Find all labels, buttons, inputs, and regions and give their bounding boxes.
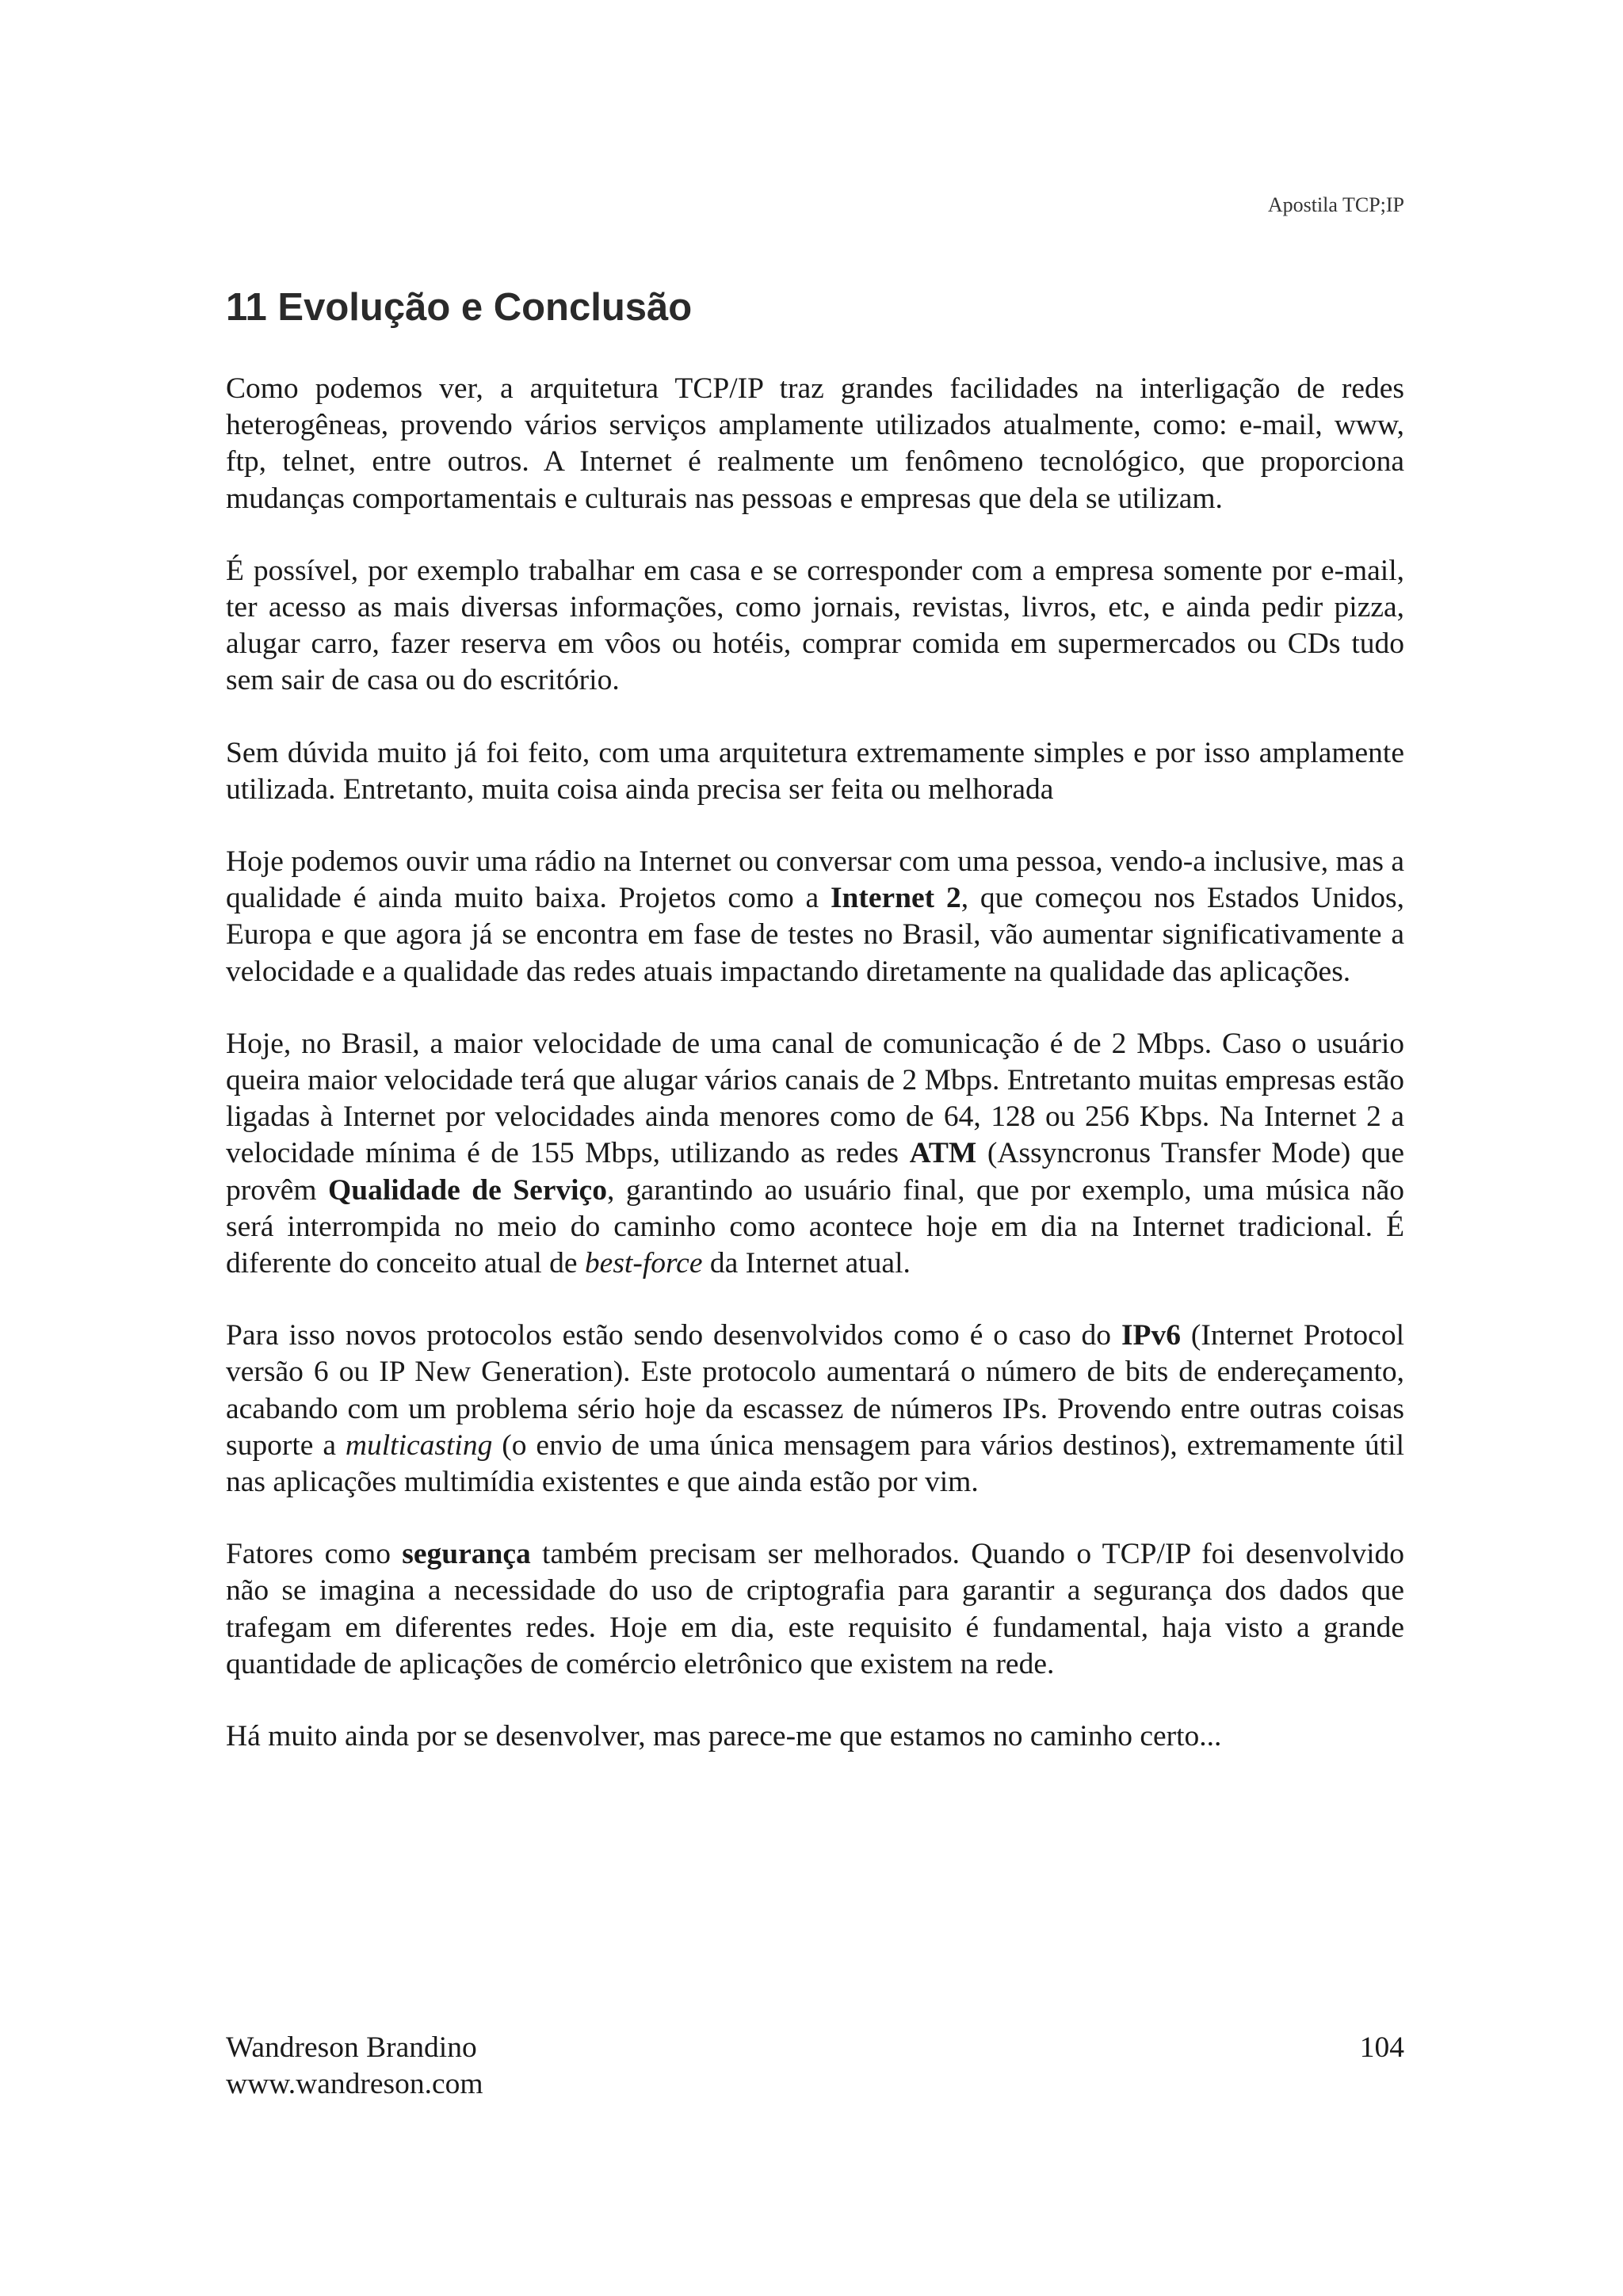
paragraph-5-bold-atm: ATM bbox=[909, 1137, 977, 1170]
paragraph-2: É possível, por exemplo trabalhar em casa e se corresponder com a empresa somente por e-mail, ter acesso as mais diversas informações, como jornais, revistas, livros, etc, e ainda pedir pizza, alugar carro, fazer reserva em vôos ou hotéis, comprar comida em supermercados ou CDs tudo sem sair de casa ou do escritório. bbox=[226, 554, 1404, 697]
paragraph-7-text-2: também precisam ser melhorados. Quando o TCP/IP foi desenvolvido não se imagina a necessidade do uso de criptografia para garantir a segurança dos dados que trafegam em diferentes redes. Hoje em dia, este requisito é fundamental, haja visto a grande quantidade de aplicações de comércio eletrônico que existem na rede. bbox=[226, 1538, 1404, 1680]
body-text bbox=[226, 371, 1404, 1755]
paragraph-6-bold-ipv6: IPv6 bbox=[1121, 1319, 1181, 1352]
paragraph-5 bbox=[226, 1026, 1404, 1282]
footer-website: www.wandreson.com bbox=[226, 2068, 483, 2100]
paragraph-7-bold-seguranca: segurança bbox=[402, 1538, 531, 1571]
paragraph-8: Há muito ainda por se desenvolver, mas parece-me que estamos no caminho certo... bbox=[226, 1720, 1222, 1753]
paragraph-5-bold-qos: Qualidade de Serviço bbox=[328, 1173, 607, 1207]
paragraph-6 bbox=[226, 1318, 1404, 1501]
paragraph-4-bold-internet2: Internet 2 bbox=[830, 882, 961, 915]
running-header: Apostila TCP;IP bbox=[1267, 193, 1404, 216]
paragraph-6-text-3: (o envio de uma única mensagem para vários destinos), extremamente útil nas aplicações multimídia existentes e que ainda estão por vim. bbox=[226, 1428, 1404, 1499]
paragraph-6-italic-multicasting: multicasting bbox=[345, 1428, 493, 1462]
paragraph-7-text-1: Fatores como bbox=[226, 1538, 403, 1571]
paragraph-6-text-2: (Internet Protocol versão 6 ou IP New Generation). Este protocolo aumentará o número de bits de endereçamento, acabando com um problema sério hoje da escassez de números IPs. Provendo entre outras coisas suporte a bbox=[226, 1319, 1404, 1462]
paragraph-3: Sem dúvida muito já foi feito, com uma arquitetura extremamente simples e por isso amplamente utilizada. Entretanto, muita coisa ainda precisa ser feita ou melhorada bbox=[226, 736, 1404, 806]
paragraph-6-text-1: Para isso novos protocolos estão sendo desenvolvidos como é o caso do bbox=[226, 1319, 1121, 1352]
footer-author: Wandreson Brandino bbox=[226, 2031, 477, 2064]
paragraph-4 bbox=[226, 844, 1404, 990]
paragraph-5-text-3: , garantindo ao usuário final, que por exemplo, uma música não será interrompida no meio do caminho como acontece hoje em dia na Internet tradicional. É diferente do conceito atual de bbox=[226, 1173, 1404, 1280]
chapter-title: 11 Evolução e Conclusão bbox=[226, 286, 693, 329]
page-number: 104 bbox=[1359, 2031, 1404, 2064]
footer-author-block bbox=[226, 2030, 483, 2103]
paragraph-5-text-1: Hoje, no Brasil, a maior velocidade de uma canal de comunicação é de 2 Mbps. Caso o usuário queira maior velocidade terá que alugar vários canais de 2 Mbps. Entretanto muitas empresas estão ligadas à Internet por velocidades ainda menores como de 64, 128 ou 256 Kbps. Na Internet 2 a velocidade mínima é de 155 Mbps, utilizando as redes bbox=[226, 1027, 1404, 1170]
paragraph-1: Como podemos ver, a arquitetura TCP/IP traz grandes facilidades na interligação de redes heterogêneas, provendo vários serviços amplamente utilizados atualmente, como: e-mail, www, ftp, telnet, entre outros. A Internet é realmente um fenômeno tecnológico, que proporciona mudanças comportamentais e culturais nas pessoas e empresas que dela se utilizam. bbox=[226, 372, 1404, 515]
paragraph-4-text-2: , que começou nos Estados Unidos, Europa e que agora já se encontra em fase de testes no Brasil, vão aumentar significativamente a velocidade e a qualidade das redes atuais impactando diretamente na qualidade das aplicações. bbox=[226, 882, 1405, 988]
paragraph-5-text-4: da Internet atual. bbox=[702, 1247, 911, 1280]
paragraph-4-text-1: Hoje podemos ouvir uma rádio na Internet ou conversar com uma pessoa, vendo-a inclusive, mas a qualidade é ainda muito baixa. Projetos como a bbox=[226, 845, 1404, 915]
paragraph-5-italic-best-force: best-force bbox=[584, 1247, 703, 1280]
paragraph-7 bbox=[226, 1536, 1404, 1683]
paragraph-5-text-2: (Assyncronus Transfer Mode) que provêm bbox=[226, 1137, 1404, 1207]
